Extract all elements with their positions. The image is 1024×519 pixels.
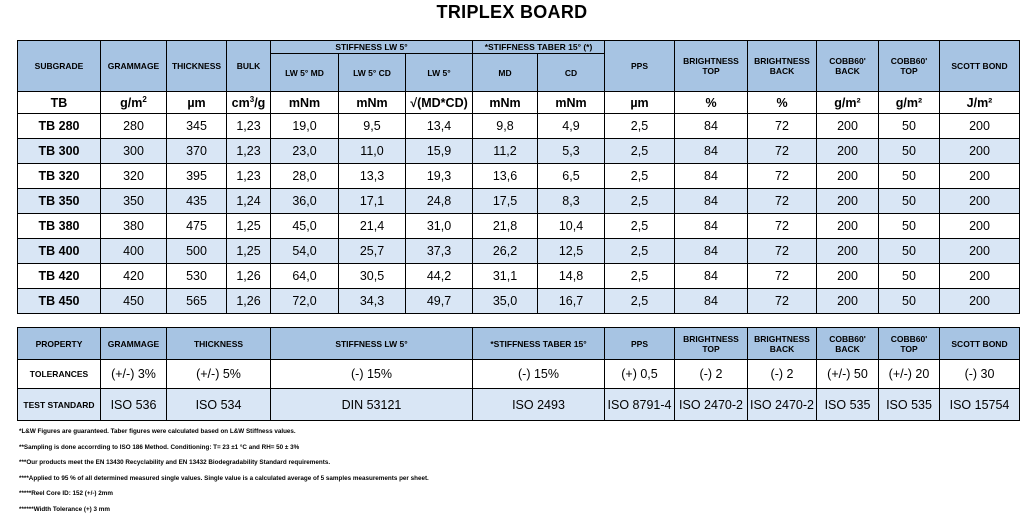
- cell-thickness: 565: [167, 289, 227, 314]
- header-cobb-back-line1: COBB60': [829, 56, 866, 66]
- cell-brightness-back: 72: [748, 114, 817, 139]
- footnote: ******Width Tolerance (+) 3 mm: [19, 505, 110, 513]
- tol-header-cobb-top-line2: TOP: [900, 343, 918, 354]
- cell-lw-5: 13,4: [406, 114, 473, 139]
- cell-taber-cd: 4,9: [538, 114, 605, 139]
- cell-thickness: 345: [167, 114, 227, 139]
- cell-lw-5: 19,3: [406, 164, 473, 189]
- tolerance-pps: (+) 0,5: [605, 360, 675, 389]
- cell-grammage: 450: [101, 289, 167, 314]
- header-taber-md: MD: [473, 54, 538, 92]
- unit-cobb-top: g/m²: [879, 92, 940, 114]
- unit-cobb-back: g/m²: [817, 92, 879, 114]
- standard-cobb-top: ISO 535: [879, 389, 940, 421]
- standard-brightness-top: ISO 2470-2: [675, 389, 748, 421]
- unit-brightness-back: %: [748, 92, 817, 114]
- unit-taber-cd: mNm: [538, 92, 605, 114]
- cell-brightness-back: 72: [748, 289, 817, 314]
- unit-bulk-base: cm: [231, 96, 250, 111]
- tolerance-thickness: (+/-) 5%: [167, 360, 271, 389]
- table-row: [18, 114, 1020, 139]
- cell-cobb-back: 200: [817, 289, 879, 314]
- cell-bulk: 1,25: [227, 214, 271, 239]
- unit-taber-md: mNm: [473, 92, 538, 114]
- cell-brightness-back: 72: [748, 239, 817, 264]
- cell-lw-5: 37,3: [406, 239, 473, 264]
- tol-header-stiffness-lw: STIFFNESS LW 5°: [271, 328, 473, 360]
- tol-header-brightness-back: [748, 328, 817, 360]
- cell-cobb-back: 200: [817, 264, 879, 289]
- footnotes: [19, 424, 429, 518]
- cell-pps: 2,5: [605, 139, 675, 164]
- cell-subgrade: TB 300: [18, 139, 101, 164]
- units-row: [18, 92, 1020, 114]
- cell-cobb-back: 200: [817, 239, 879, 264]
- table-row: [18, 139, 1020, 164]
- cell-pps: 2,5: [605, 239, 675, 264]
- header-brightness-top-line1: BRIGHTNESS: [683, 56, 739, 66]
- footnote: *****Reel Core ID: 152 (+/-) 2mm: [19, 490, 113, 498]
- cell-cobb-back: 200: [817, 139, 879, 164]
- footnote: ****Applied to 95 % of all determined measured single values. Single value is a calculated average of 5 samples measurements per sheet.: [19, 474, 429, 482]
- data-rows: [18, 114, 1020, 314]
- cell-taber-md: 9,8: [473, 114, 538, 139]
- tol-header-cobb-top-line1: COBB60': [890, 333, 928, 344]
- unit-bulk-per: /g: [254, 96, 266, 111]
- cell-cobb-top: 50: [879, 114, 940, 139]
- cell-subgrade: TB 420: [18, 264, 101, 289]
- tol-header-brightness-back-line2: BACK: [769, 343, 795, 354]
- table-row: [18, 214, 1020, 239]
- tolerance-cobb-top: (+/-) 20: [879, 360, 940, 389]
- cell-lw-5: 44,2: [406, 264, 473, 289]
- cell-grammage: 380: [101, 214, 167, 239]
- cell-lw-5: 15,9: [406, 139, 473, 164]
- cell-lw-md: 54,0: [271, 239, 339, 264]
- cell-subgrade: TB 280: [18, 114, 101, 139]
- table-row: [18, 289, 1020, 314]
- cell-cobb-top: 50: [879, 214, 940, 239]
- cell-grammage: 280: [101, 114, 167, 139]
- cell-scott-bond: 200: [940, 114, 1020, 139]
- cell-brightness-top: 84: [675, 189, 748, 214]
- cell-thickness: 530: [167, 264, 227, 289]
- tol-header-stiffness-taber: *STIFFNESS TABER 15°: [473, 328, 605, 360]
- unit-grammage-exp: 2: [142, 94, 147, 104]
- cell-cobb-back: 200: [817, 214, 879, 239]
- tolerance-brightness-top: (-) 2: [675, 360, 748, 389]
- header-lw-md: LW 5° MD: [271, 54, 339, 92]
- test-standard-row: [18, 389, 1020, 421]
- header-lw-cd: LW 5° CD: [339, 54, 406, 92]
- tolerances-label: TOLERANCES: [18, 360, 101, 389]
- table-row: [18, 264, 1020, 289]
- cell-scott-bond: 200: [940, 189, 1020, 214]
- header-brightness-back-line1: BRIGHTNESS: [754, 56, 810, 66]
- header-bulk: BULK: [227, 41, 271, 92]
- cell-pps: 2,5: [605, 164, 675, 189]
- footnote: **Sampling is done accorrding to ISO 186 Method. Conditioning: T= 23 ±1 °C and RH= 50 ± 3%: [19, 443, 300, 451]
- header-taber-cd: CD: [538, 54, 605, 92]
- cell-taber-cd: 10,4: [538, 214, 605, 239]
- cell-lw-md: 45,0: [271, 214, 339, 239]
- standard-stiffness-lw: DIN 53121: [271, 389, 473, 421]
- cell-grammage: 420: [101, 264, 167, 289]
- cell-cobb-top: 50: [879, 164, 940, 189]
- cell-lw-cd: 17,1: [339, 189, 406, 214]
- header-pps: PPS: [605, 41, 675, 92]
- cell-subgrade: TB 450: [18, 289, 101, 314]
- cell-taber-md: 21,8: [473, 214, 538, 239]
- cell-bulk: 1,26: [227, 289, 271, 314]
- unit-bulk: [227, 92, 271, 114]
- cell-thickness: 500: [167, 239, 227, 264]
- table-row: [18, 239, 1020, 264]
- cell-grammage: 400: [101, 239, 167, 264]
- header-scott-bond: SCOTT BOND: [940, 41, 1020, 92]
- cell-taber-cd: 16,7: [538, 289, 605, 314]
- cell-scott-bond: 200: [940, 289, 1020, 314]
- header-brightness-top: [675, 41, 748, 92]
- cell-cobb-top: 50: [879, 239, 940, 264]
- cell-brightness-top: 84: [675, 114, 748, 139]
- tol-header-brightness-top-line2: TOP: [702, 343, 720, 354]
- header-grammage: GRAMMAGE: [101, 41, 167, 92]
- tol-header-scott-bond: SCOTT BOND: [940, 328, 1020, 360]
- cell-lw-md: 23,0: [271, 139, 339, 164]
- cell-lw-cd: 11,0: [339, 139, 406, 164]
- unit-scott-bond: J/m²: [940, 92, 1020, 114]
- tol-header-brightness-back-line1: BRIGHTNESS: [754, 333, 810, 344]
- cell-scott-bond: 200: [940, 164, 1020, 189]
- cell-lw-md: 19,0: [271, 114, 339, 139]
- cell-bulk: 1,23: [227, 139, 271, 164]
- unit-brightness-top: %: [675, 92, 748, 114]
- header-subgrade: SUBGRADE: [18, 41, 101, 92]
- tolerance-stiffness-lw: (-) 15%: [271, 360, 473, 389]
- cell-scott-bond: 200: [940, 239, 1020, 264]
- cell-lw-5: 49,7: [406, 289, 473, 314]
- unit-lw-md: mNm: [271, 92, 339, 114]
- header-cobb-top-line2: TOP: [900, 66, 918, 76]
- header-brightness-back-line2: BACK: [769, 66, 795, 76]
- cell-bulk: 1,24: [227, 189, 271, 214]
- cell-brightness-back: 72: [748, 164, 817, 189]
- tolerances-row: [18, 360, 1020, 389]
- cell-thickness: 370: [167, 139, 227, 164]
- cell-taber-md: 26,2: [473, 239, 538, 264]
- cell-cobb-top: 50: [879, 139, 940, 164]
- cell-brightness-top: 84: [675, 164, 748, 189]
- cell-taber-md: 11,2: [473, 139, 538, 164]
- cell-taber-md: 31,1: [473, 264, 538, 289]
- cell-taber-cd: 14,8: [538, 264, 605, 289]
- cell-bulk: 1,26: [227, 264, 271, 289]
- cell-lw-5: 24,8: [406, 189, 473, 214]
- footnote: *L&W Figures are guaranteed. Taber figures were calculated based on L&W Stiffness values.: [19, 428, 296, 435]
- cell-lw-cd: 30,5: [339, 264, 406, 289]
- footnote: ***Our products meet the EN 13430 Recyclability and EN 13432 Biodegradability Standard requirements.: [19, 459, 331, 467]
- cell-lw-md: 64,0: [271, 264, 339, 289]
- tol-header-cobb-back: [817, 328, 879, 360]
- cell-cobb-back: 200: [817, 114, 879, 139]
- tolerance-grammage: (+/-) 3%: [101, 360, 167, 389]
- cell-pps: 2,5: [605, 264, 675, 289]
- tol-header-cobb-top: [879, 328, 940, 360]
- cell-brightness-top: 84: [675, 214, 748, 239]
- unit-grammage: [101, 92, 167, 114]
- tol-header-cobb-back-line2: BACK: [835, 343, 860, 354]
- header-brightness-top-line2: TOP: [702, 66, 720, 76]
- cell-brightness-back: 72: [748, 264, 817, 289]
- tol-header-grammage: GRAMMAGE: [101, 328, 167, 360]
- spec-table: [17, 40, 1020, 314]
- cell-cobb-back: 200: [817, 164, 879, 189]
- cell-taber-md: 13,6: [473, 164, 538, 189]
- cell-lw-md: 28,0: [271, 164, 339, 189]
- tol-header-cobb-back-line1: COBB60': [829, 333, 866, 344]
- cell-taber-cd: 5,3: [538, 139, 605, 164]
- cell-scott-bond: 200: [940, 214, 1020, 239]
- cell-brightness-back: 72: [748, 189, 817, 214]
- cell-lw-md: 72,0: [271, 289, 339, 314]
- cell-taber-md: 35,0: [473, 289, 538, 314]
- cell-grammage: 350: [101, 189, 167, 214]
- header-cobb-back-line2: BACK: [835, 66, 860, 76]
- standard-brightness-back: ISO 2470-2: [748, 389, 817, 421]
- header-thickness: THICKNESS: [167, 41, 227, 92]
- cell-taber-md: 17,5: [473, 189, 538, 214]
- cell-lw-cd: 34,3: [339, 289, 406, 314]
- cell-cobb-top: 50: [879, 289, 940, 314]
- cell-brightness-back: 72: [748, 139, 817, 164]
- cell-subgrade: TB 320: [18, 164, 101, 189]
- cell-bulk: 1,23: [227, 164, 271, 189]
- unit-lw-5: √(MD*CD): [406, 92, 473, 114]
- unit-thickness: µm: [167, 92, 227, 114]
- tolerance-header-row: [18, 328, 1020, 360]
- unit-pps: µm: [605, 92, 675, 114]
- cell-pps: 2,5: [605, 189, 675, 214]
- header-cobb-back: [817, 41, 879, 92]
- tol-header-brightness-top: [675, 328, 748, 360]
- cell-lw-md: 36,0: [271, 189, 339, 214]
- tol-header-thickness: THICKNESS: [167, 328, 271, 360]
- unit-lw-cd: mNm: [339, 92, 406, 114]
- cell-grammage: 300: [101, 139, 167, 164]
- cell-thickness: 475: [167, 214, 227, 239]
- standard-pps: ISO 8791-4: [605, 389, 675, 421]
- cell-bulk: 1,25: [227, 239, 271, 264]
- standard-thickness: ISO 534: [167, 389, 271, 421]
- cell-lw-cd: 9,5: [339, 114, 406, 139]
- cell-cobb-top: 50: [879, 264, 940, 289]
- page-title: TRIPLEX BOARD: [436, 2, 588, 22]
- header-brightness-back: [748, 41, 817, 92]
- cell-grammage: 320: [101, 164, 167, 189]
- header-stiffness-taber: *STIFFNESS TABER 15° (*): [473, 41, 605, 54]
- table-row: [18, 164, 1020, 189]
- table-row: [18, 189, 1020, 214]
- cell-subgrade: TB 380: [18, 214, 101, 239]
- tolerance-table: [17, 327, 1020, 421]
- cell-cobb-top: 50: [879, 189, 940, 214]
- unit-grammage-base: g/m: [120, 96, 143, 111]
- tol-header-property: PROPERTY: [18, 328, 101, 360]
- cell-scott-bond: 200: [940, 139, 1020, 164]
- tolerance-brightness-back: (-) 2: [748, 360, 817, 389]
- tolerance-stiffness-taber: (-) 15%: [473, 360, 605, 389]
- cell-scott-bond: 200: [940, 264, 1020, 289]
- test-standard-label: TEST STANDARD: [18, 389, 101, 421]
- cell-lw-cd: 21,4: [339, 214, 406, 239]
- cell-subgrade: TB 350: [18, 189, 101, 214]
- unit-subgrade: TB: [18, 92, 101, 114]
- standard-grammage: ISO 536: [101, 389, 167, 421]
- header-cobb-top: [879, 41, 940, 92]
- cell-taber-cd: 8,3: [538, 189, 605, 214]
- tolerance-scott-bond: (-) 30: [940, 360, 1020, 389]
- tol-header-pps: PPS: [605, 328, 675, 360]
- cell-thickness: 435: [167, 189, 227, 214]
- cell-lw-5: 31,0: [406, 214, 473, 239]
- cell-bulk: 1,23: [227, 114, 271, 139]
- standard-cobb-back: ISO 535: [817, 389, 879, 421]
- standard-stiffness-taber: ISO 2493: [473, 389, 605, 421]
- tol-header-brightness-top-line1: BRIGHTNESS: [683, 333, 739, 344]
- cell-thickness: 395: [167, 164, 227, 189]
- cell-lw-cd: 13,3: [339, 164, 406, 189]
- cell-pps: 2,5: [605, 214, 675, 239]
- cell-pps: 2,5: [605, 114, 675, 139]
- standard-scott-bond: ISO 15754: [940, 389, 1020, 421]
- cell-brightness-back: 72: [748, 214, 817, 239]
- tolerance-cobb-back: (+/-) 50: [817, 360, 879, 389]
- cell-subgrade: TB 400: [18, 239, 101, 264]
- cell-brightness-top: 84: [675, 139, 748, 164]
- cell-brightness-top: 84: [675, 289, 748, 314]
- header-stiffness-lw: STIFFNESS LW 5°: [271, 41, 473, 54]
- cell-brightness-top: 84: [675, 264, 748, 289]
- header-cobb-top-line1: COBB60': [890, 56, 928, 66]
- cell-brightness-top: 84: [675, 239, 748, 264]
- cell-taber-cd: 6,5: [538, 164, 605, 189]
- header-lw-5: LW 5°: [406, 54, 473, 92]
- cell-lw-cd: 25,7: [339, 239, 406, 264]
- cell-taber-cd: 12,5: [538, 239, 605, 264]
- cell-pps: 2,5: [605, 289, 675, 314]
- unit-bulk-exp: 3: [249, 94, 255, 104]
- cell-cobb-back: 200: [817, 189, 879, 214]
